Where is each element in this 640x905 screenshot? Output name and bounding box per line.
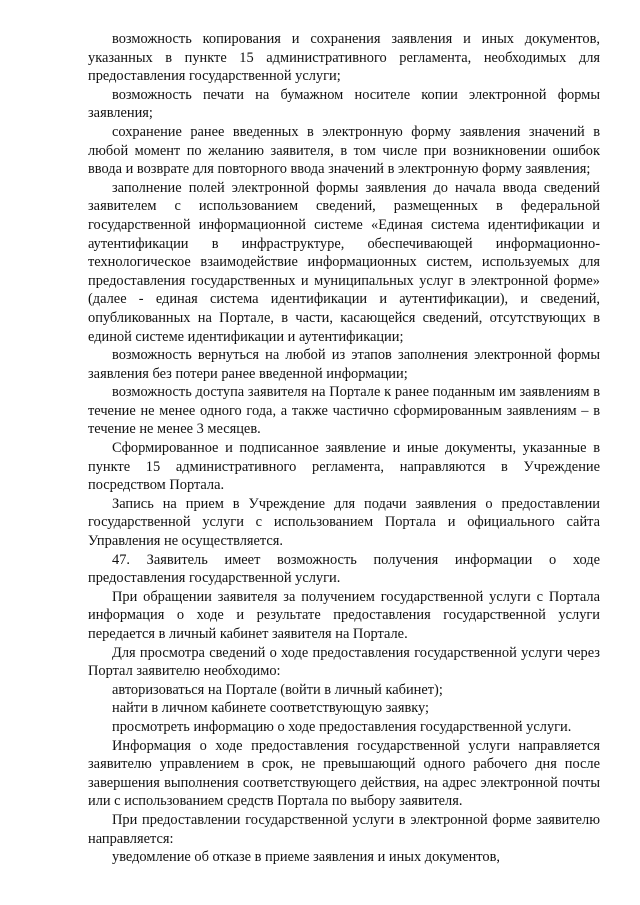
list-item-view-info: просмотреть информацию о ходе предоставления государственной услуги. <box>112 718 572 735</box>
paragraph-appointment: Запись на прием в Учреждение для подачи заявления о предоставлении государственной услуги с использованием Портала и официального сайта Управления не осуществляется. <box>88 495 600 550</box>
paragraph-formed-application: Сформированное и подписанное заявление и иные документы, указанные в пункте 15 административного регламента, направляются в Учреждение посредством Портала. <box>88 440 600 494</box>
paragraph-print: возможность печати на бумажном носителе копии электронной формы заявления; <box>88 86 600 122</box>
list-item-authorize: авторизоваться на Портале (войти в личный кабинет); <box>112 681 443 698</box>
paragraph-item-47: 47. Заявитель имеет возможность получения информации о ходе предоставления государственной услуги. <box>88 551 600 587</box>
paragraph-return-step: возможность вернуться на любой из этапов заполнения электронной формы заявления без потери ранее введенной информации; <box>88 347 600 382</box>
paragraph-status-notification: Информация о ходе предоставления государственной услуги направляется заявителю управлением в срок, не превышающий одного рабочего дня после завершения выполнения соответствующего действия, на адрес электронной почты или с использованием средств Портала по выбору заявителя. <box>88 737 600 810</box>
paragraph-save-values: сохранение ранее введенных в электронную форму заявления значений в любой момент по желанию заявителя, в том числе при возникновении ошибок ввода и возврате для повторного ввода значений в электронную форму заявления; <box>88 123 600 178</box>
paragraph-autofill: заполнение полей электронной формы заявления до начала ввода сведений заявителем с использованием сведений, размещенных в федеральной государственной информационной системе «Единая система идентификации и аутентификации в инфраструктуре, обеспечивающей информационно-технологическое взаимодействие информационных систем, используемых для предоставления государственных и муниципальных услуг в электронной форме» (далее - единая система идентификации и аутентификации), и сведений, опубликованных на Портале, в части, касающейся сведений, отсутствующих в единой системе идентификации и аутентификации; <box>88 179 600 345</box>
paragraph-refusal-notice: уведомление об отказе в приеме заявления и иных документов, <box>112 849 500 866</box>
paragraph-electronic-form: При предоставлении государственной услуги в электронной форме заявителю направляется: <box>88 811 600 847</box>
paragraph-access-applications: возможность доступа заявителя на Портале к ранее поданным им заявлениям в течение не менее одного года, а также частично сформированным заявлениям – в течение не менее 3 месяцев. <box>88 384 600 438</box>
paragraph-view-status: Для просмотра сведений о ходе предоставления государственной услуги через Портал заявителю необходимо: <box>88 644 600 680</box>
document-body <box>88 30 600 867</box>
list-item-find-request: найти в личном кабинете соответствующую заявку; <box>112 700 430 717</box>
paragraph-portal-info: При обращении заявителя за получением государственной услуги с Портала информация о ходе и результате предоставления государственной услуги передается в личный кабинет заявителя на Портале. <box>88 588 600 642</box>
paragraph-copy-save: возможность копирования и сохранения заявления и иных документов, указанных в пункте 15 административного регламента, необходимых для предоставления государственной услуги; <box>88 31 600 85</box>
